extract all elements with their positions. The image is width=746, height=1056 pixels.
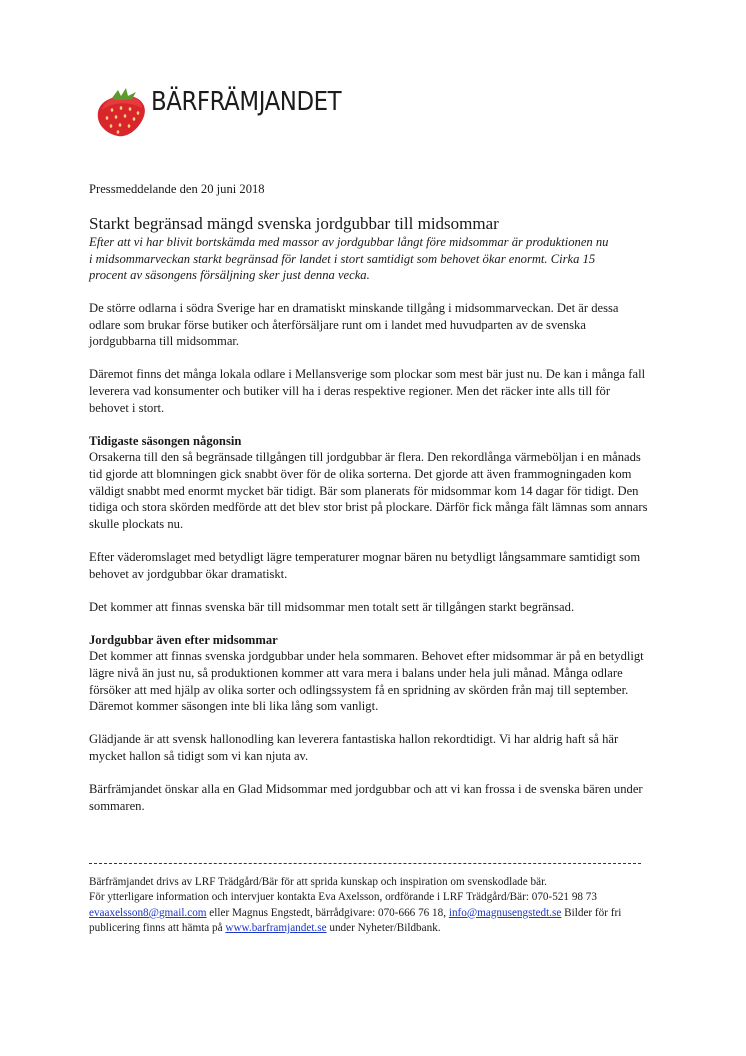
paragraph: Det kommer att finnas svenska jordgubbar under hela sommaren. Behovet efter midsommar är på en betydligt lägre nivå än just nu, så produktionen kommer att vara mera i balans under hela juli månad. Många odlare försöker att med hjälp av olika sorter och odlingssystem få en spridning av skörden från maj till september. Däremot kommer säsongen inte bli lika lång som vanligt. (89, 649, 644, 714)
paragraph: Efter väderomslaget med betydligt lägre temperaturer mognar bären nu betydligt långsammare samtidigt som behovet av jordgubbar ökar dramatiskt. (89, 549, 641, 581)
paragraph: Orsakerna till den så begränsade tillgången till jordgubbar är flera. Den rekordlånga värmeböljan i en månads tid gjorde att blomningen gick snabbt över för de olika sorterna. Det gjorde att även frammogningaden kom väldigt snabbt med enormt mycket bär tidigt. Bär som planerats för midsommar kom 14 dagar för tidigt. Den tidiga och stora skörden medförde att det blev stor brist på plockare. Därför fick många fält lämnas som annars skulle plockats nu. (89, 450, 648, 531)
email-link-magnus[interactable]: info@magnusengstedt.se (448, 906, 562, 919)
paragraph: Däremot finns det många lokala odlare i Mellansverige som plockar som mest bär just nu. De kan i många fall leverera vad konsumenter och butiker vill ha i deras respektive regioner. Men det räcker inte alls till för behovet i stort. (89, 367, 646, 415)
headline: Starkt begränsad mängd svenska jordgubbar till midsommar (89, 214, 499, 233)
paragraph: Det kommer att finnas svenska bär till midsommar men totalt sett är tillgången starkt begränsad. (89, 599, 575, 614)
paragraph: Bärfrämjandet önskar alla en Glad Midsommar med jordgubbar och att vi kan frossa i de svenska bären under sommaren. (89, 782, 643, 813)
paragraph: De större odlarna i södra Sverige har en dramatiskt minskande tillgång i midsommarveckan. Det är dessa odlare som brukar förse butiker och återförsäljare runt om i landet med huvudparten av de svenska jordgubbarna till midsommar. (89, 301, 619, 349)
footer-contact-text: under Nyheter/Bildbank. (326, 921, 441, 934)
section-heading: Tidigaste säsongen någonsin (89, 433, 242, 448)
footer-contact (89, 890, 649, 936)
footer (89, 875, 649, 936)
email-link-eva[interactable]: evaaxelsson8@gmail.com (89, 906, 207, 919)
logo-wordmark: BÄRFRÄMJANDET (151, 87, 342, 117)
footer-contact-text: För ytterligare information och intervjuer kontakta Eva Axelsson, ordförande i LRF Trädgård/Bär: 070-521 98 73 (89, 891, 597, 904)
release-date: Pressmeddelande den 20 juni 2018 (89, 182, 265, 196)
section-heading: Jordgubbar även efter midsommar (89, 632, 278, 647)
strawberry-icon (94, 86, 150, 140)
website-link[interactable]: www.barframjandet.se (225, 921, 327, 934)
footer-contact-text: eller Magnus Engstedt, bärrådgivare: 070-666 76 18, (206, 906, 449, 919)
lead-paragraph: Efter att vi har blivit bortskämda med massor av jordgubbar långt före midsommar är produktionen nu i midsommarveckan starkt begränsad för landet i stort samtidigt som behovet ökar enormt. Cirka 15 procent av säsongens försäljning sker just denna vecka. (89, 235, 609, 283)
paragraph: Glädjande är att svensk hallonodling kan leverera fantastiska hallon rekordtidigt. Vi har aldrig haft så här mycket hallon så tidigt som vi kan njuta av. (89, 732, 619, 764)
footer-divider (89, 863, 641, 864)
body-text (89, 300, 649, 831)
barframjandet-logo (94, 86, 354, 142)
footer-contact-text: Bilder för fri publicering finns att hämta på (89, 906, 622, 934)
footer-about: Bärfrämjandet drivs av LRF Trädgård/Bär för att sprida kunskap och inspiration om svenskodlade bär. (89, 876, 547, 888)
